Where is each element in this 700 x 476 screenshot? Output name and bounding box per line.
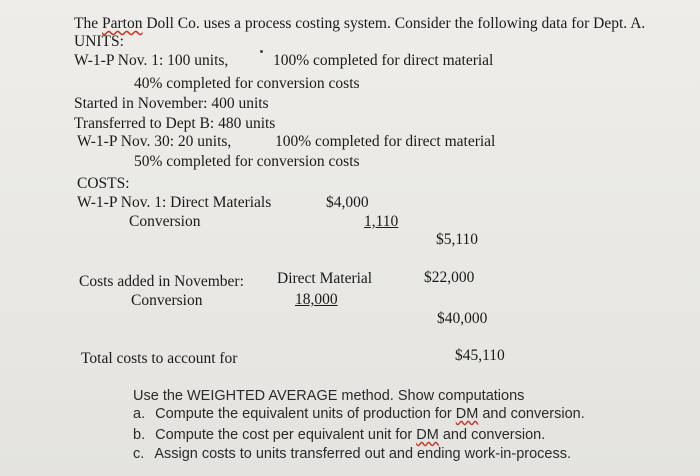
costs-heading: COSTS: bbox=[77, 175, 130, 192]
wip-nov1-units: W-1-P Nov. 1: 100 units, bbox=[74, 52, 229, 69]
instructions-main: Use the WEIGHTED AVERAGE method. Show computations bbox=[133, 388, 525, 404]
company-name: Parton bbox=[101, 15, 143, 32]
wip-nov30-conv-completion: 50% completed for conversion costs bbox=[134, 153, 360, 170]
units-heading: UNITS: bbox=[74, 33, 124, 50]
beg-dm-value: $4,000 bbox=[326, 194, 369, 211]
added-total: $40,000 bbox=[437, 310, 488, 327]
intro-line: The Parton Doll Co. uses a process costing system. Consider the following data for Dept. A. bbox=[74, 15, 646, 32]
added-dm-label: Direct Material bbox=[277, 270, 373, 287]
total-costs-value: $45,110 bbox=[455, 347, 505, 364]
beg-conv-value: 1,110 bbox=[364, 213, 399, 230]
added-conv-label: Conversion bbox=[131, 292, 203, 309]
instruction-c: c. Assign costs to units transferred out and ending work-in-process. bbox=[133, 446, 571, 462]
wip-nov1-conv-completion: 40% completed for conversion costs bbox=[134, 75, 360, 92]
instruction-a: a. Compute the equivalent units of production for DM and conversion. bbox=[133, 406, 585, 422]
dm-abbrev-a: DM bbox=[455, 406, 479, 422]
instruction-b-marker: b. bbox=[133, 427, 146, 443]
total-costs-label: Total costs to account for bbox=[81, 350, 238, 367]
wip-nov1-dm-completion: 100% completed for direct material bbox=[273, 52, 494, 69]
added-conv-value: 18,000 bbox=[295, 291, 338, 308]
wip-nov30-units: W-1-P Nov. 30: 20 units, bbox=[77, 133, 232, 150]
added-dm-value: $22,000 bbox=[424, 269, 475, 286]
beg-total: $5,110 bbox=[436, 231, 479, 248]
instruction-a-marker: a. bbox=[133, 406, 146, 422]
instruction-c-marker: c. bbox=[133, 446, 145, 462]
added-label: Costs added in November: bbox=[79, 273, 244, 290]
beg-conv-label: Conversion bbox=[129, 213, 201, 230]
started-units: Started in November: 400 units bbox=[74, 95, 269, 112]
dm-abbrev-b: DM bbox=[416, 427, 439, 443]
beg-dm-label: W-1-P Nov. 1: Direct Materials bbox=[77, 194, 272, 211]
transferred-units: Transferred to Dept B: 480 units bbox=[74, 115, 276, 132]
instruction-b: b. Compute the cost per equivalent unit for DM and conversion. bbox=[133, 427, 546, 443]
stray-mark bbox=[260, 50, 263, 53]
wip-nov30-dm-completion: 100% completed for direct material bbox=[275, 133, 496, 150]
